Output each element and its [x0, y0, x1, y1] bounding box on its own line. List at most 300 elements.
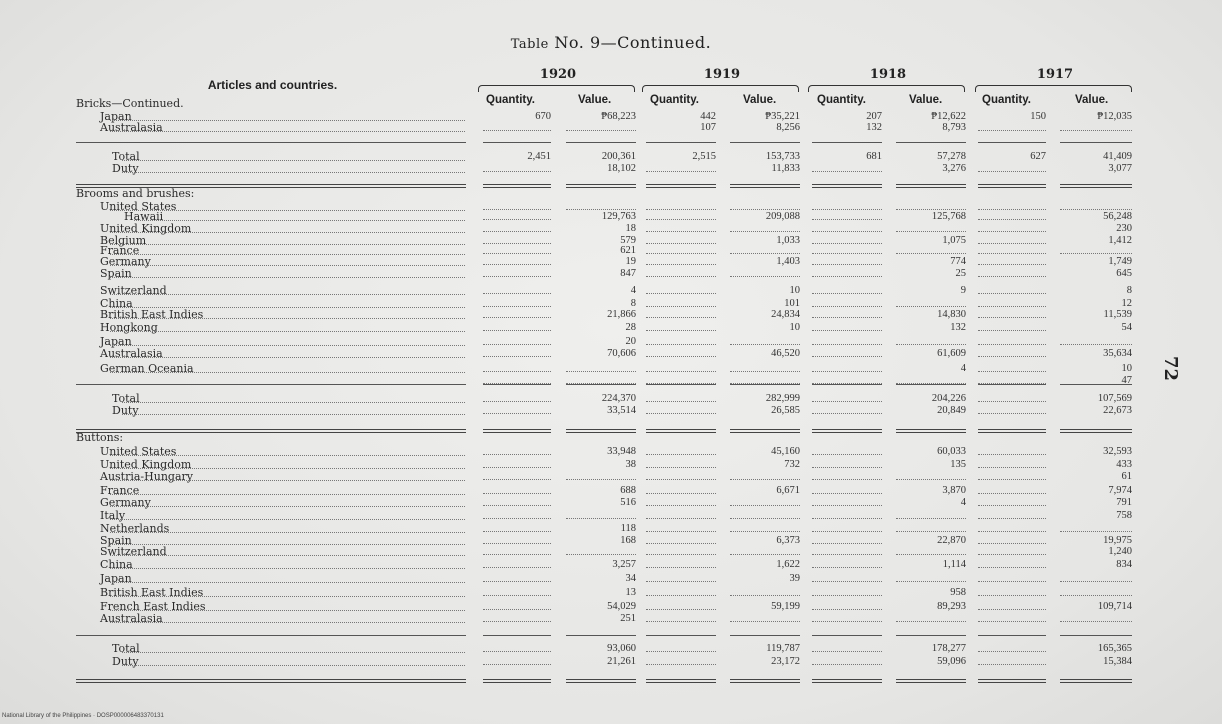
- blank-cell-rule: [646, 543, 716, 544]
- blank-cell-rule: [812, 621, 882, 622]
- section-heading-row: [0, 98, 1222, 110]
- value-cell: 28: [625, 322, 636, 333]
- blank-cell-rule: [483, 293, 551, 294]
- blank-cell-rule: [812, 518, 882, 519]
- leader-dots: [122, 172, 465, 173]
- value-cell: 1,075: [942, 235, 966, 246]
- blank-cell-rule: [812, 293, 882, 294]
- blank-cell-rule: [1060, 581, 1132, 582]
- title-rest: No. 9—Continued.: [548, 33, 712, 52]
- blank-cell-rule: [646, 219, 716, 220]
- leader-dots: [110, 555, 465, 556]
- table-row: [0, 546, 1222, 558]
- blank-cell-rule: [730, 554, 800, 555]
- blank-cell-rule: [646, 344, 716, 345]
- leader-dots: [110, 494, 465, 495]
- row-label: Duty: [112, 404, 139, 417]
- blank-cell-rule: [483, 401, 551, 402]
- double-rule: [896, 184, 966, 188]
- row-label: France: [100, 244, 140, 257]
- blank-cell-rule: [812, 505, 882, 506]
- total-rule: [978, 635, 1046, 636]
- total-rule: [978, 384, 1046, 385]
- row-label: Hongkong: [100, 321, 158, 334]
- value-cell: 61: [1121, 471, 1132, 482]
- blank-cell-rule: [646, 493, 716, 494]
- year-1918: 1918: [869, 67, 907, 82]
- table-row: [0, 122, 1222, 134]
- blank-cell-rule: [483, 171, 551, 172]
- double-rule: [730, 679, 800, 683]
- value-cell: 19,975: [1103, 535, 1132, 546]
- value-cell: 61,609: [937, 348, 966, 359]
- value-cell: 774: [950, 256, 966, 267]
- blank-cell-rule: [646, 317, 716, 318]
- value-cell: 13: [625, 587, 636, 598]
- value-cell: 34: [625, 573, 636, 584]
- blank-cell-rule: [646, 505, 716, 506]
- value-cell: 1,749: [1108, 256, 1132, 267]
- table-row: [0, 151, 1222, 163]
- blank-cell-rule: [566, 130, 636, 131]
- blank-cell-rule: [730, 344, 800, 345]
- leader-dots: [122, 414, 465, 415]
- blank-cell-rule: [483, 306, 551, 307]
- row-label: Belgium: [100, 234, 147, 247]
- blank-cell-rule: [896, 479, 966, 480]
- value-cell: 22,870: [937, 535, 966, 546]
- blank-cell-rule: [978, 276, 1046, 277]
- value-cell: 1,412: [1108, 235, 1132, 246]
- value-cell: 135: [950, 459, 966, 470]
- blank-cell-rule: [812, 231, 882, 232]
- blank-cell-rule: [483, 264, 551, 265]
- value-cell: 10: [789, 285, 800, 296]
- row-label: Austria-Hungary: [100, 470, 193, 483]
- double-rule: [812, 679, 882, 683]
- value-cell: 688: [620, 485, 636, 496]
- leader-dots: [110, 372, 465, 373]
- blank-cell-rule: [812, 454, 882, 455]
- row-label: United States: [100, 445, 177, 458]
- quantity-cell: 442: [700, 111, 716, 122]
- total-rule: [812, 384, 882, 385]
- double-rule: [978, 184, 1046, 188]
- table-row: [0, 405, 1222, 417]
- blank-cell-rule: [896, 581, 966, 582]
- table-row: [0, 393, 1222, 405]
- blank-cell-rule: [978, 356, 1046, 357]
- value-cell: 516: [620, 497, 636, 508]
- double-rule: [812, 429, 882, 433]
- blank-cell-rule: [1060, 595, 1132, 596]
- blank-cell-rule: [483, 543, 551, 544]
- value-cell: 101: [784, 298, 800, 309]
- quantity-cell: 150: [1030, 111, 1046, 122]
- blank-cell-rule: [812, 171, 882, 172]
- section-heading: Buttons:: [76, 431, 124, 444]
- value-cell: 32,593: [1103, 446, 1132, 457]
- row-label: British East Indies: [100, 586, 204, 599]
- blank-cell-rule: [978, 609, 1046, 610]
- blank-cell-rule: [812, 264, 882, 265]
- total-rule: [1060, 142, 1132, 143]
- quantity-header: Quantity.: [817, 94, 866, 106]
- total-rule: [978, 142, 1046, 143]
- blank-cell-rule: [483, 505, 551, 506]
- value-cell: 23,172: [771, 656, 800, 667]
- blank-cell-rule: [646, 371, 716, 372]
- table-title: [0, 33, 1222, 52]
- double-rule: [978, 429, 1046, 433]
- blank-cell-rule: [978, 595, 1046, 596]
- leader-dots: [110, 120, 465, 121]
- blank-cell-rule: [896, 231, 966, 232]
- value-cell: 3,257: [612, 559, 636, 570]
- total-rule: [730, 635, 800, 636]
- leader-dots: [110, 480, 465, 481]
- double-rule: [730, 429, 800, 433]
- label-rule: [76, 184, 466, 188]
- blank-cell-rule: [978, 264, 1046, 265]
- value-header: Value.: [743, 94, 777, 106]
- value-cell: 22,673: [1103, 405, 1132, 416]
- leader-dots: [110, 506, 465, 507]
- page-number: 72: [1160, 355, 1182, 382]
- value-cell: 7,974: [1108, 485, 1132, 496]
- total-rule: [896, 142, 966, 143]
- blank-cell-rule: [646, 356, 716, 357]
- blank-cell-rule: [978, 344, 1046, 345]
- value-cell: 958: [950, 587, 966, 598]
- blank-cell-rule: [978, 130, 1046, 131]
- label-rule: [76, 142, 466, 143]
- blank-cell-rule: [1060, 621, 1132, 622]
- table-row: [0, 309, 1222, 321]
- total-rule: [566, 635, 636, 636]
- blank-cell-rule: [483, 518, 551, 519]
- total-rule: [646, 142, 716, 143]
- value-cell: ₱12,622: [931, 111, 966, 122]
- leader-dots: [110, 596, 465, 597]
- value-cell: 129,763: [601, 211, 636, 222]
- value-cell: 20: [625, 336, 636, 347]
- leader-dots: [122, 652, 465, 653]
- double-rule: [812, 184, 882, 188]
- row-label: China: [100, 297, 133, 310]
- blank-cell-rule: [730, 276, 800, 277]
- blank-cell-rule: [896, 306, 966, 307]
- blank-cell-rule: [646, 664, 716, 665]
- double-rule: [646, 184, 716, 188]
- year-brace: [975, 85, 1132, 92]
- table-row: [0, 348, 1222, 360]
- row-label: Duty: [112, 655, 139, 668]
- value-cell: 6,671: [776, 485, 800, 496]
- value-cell: 8,256: [776, 122, 800, 133]
- value-cell: 54,029: [607, 601, 636, 612]
- value-cell: 758: [1116, 510, 1132, 521]
- table-row: [0, 336, 1222, 348]
- total-rule: [646, 635, 716, 636]
- title-prefix: Table: [510, 37, 549, 52]
- blank-cell-rule: [978, 493, 1046, 494]
- value-cell: 15,384: [1103, 656, 1132, 667]
- value-cell: ₱35,221: [765, 111, 800, 122]
- value-cell: 46,520: [771, 348, 800, 359]
- row-label: Germany: [100, 496, 151, 509]
- blank-cell-rule: [730, 371, 800, 372]
- blank-cell-rule: [483, 651, 551, 652]
- value-cell: 4: [960, 497, 966, 508]
- blank-cell-rule: [812, 356, 882, 357]
- blank-cell-rule: [978, 293, 1046, 294]
- blank-cell-rule: [646, 330, 716, 331]
- year-brace: [808, 85, 965, 92]
- blank-cell-rule: [978, 306, 1046, 307]
- blank-cell-rule: [812, 595, 882, 596]
- value-cell: 35,634: [1103, 348, 1132, 359]
- blank-cell-rule: [730, 479, 800, 480]
- leader-dots: [110, 265, 465, 266]
- blank-cell-rule: [730, 518, 800, 519]
- blank-cell-rule: [483, 344, 551, 345]
- value-cell: 12: [1121, 298, 1132, 309]
- blank-cell-rule: [646, 171, 716, 172]
- value-cell: 3,870: [942, 485, 966, 496]
- blank-cell-rule: [812, 330, 882, 331]
- blank-cell-rule: [812, 401, 882, 402]
- blank-cell-rule: [896, 253, 966, 254]
- leader-dots: [110, 582, 465, 583]
- quantity-cell: 670: [535, 111, 551, 122]
- value-cell: 282,999: [765, 393, 800, 404]
- double-rule: [566, 679, 636, 683]
- blank-cell-rule: [978, 171, 1046, 172]
- row-label: Switzerland: [100, 545, 167, 558]
- blank-cell-rule: [812, 554, 882, 555]
- value-cell: 118: [620, 523, 636, 534]
- double-rule: [1060, 679, 1132, 683]
- row-label: Total: [112, 392, 140, 405]
- blank-cell-rule: [646, 621, 716, 622]
- blank-cell-rule: [646, 243, 716, 244]
- double-rule: [1060, 429, 1132, 433]
- blank-cell-rule: [483, 356, 551, 357]
- blank-cell-rule: [978, 413, 1046, 414]
- leader-dots: [122, 665, 465, 666]
- value-cell: 9: [960, 285, 966, 296]
- leader-dots: [110, 345, 465, 346]
- blank-cell-rule: [483, 243, 551, 244]
- value-cell: ₱12,035: [1097, 111, 1132, 122]
- value-cell: 732: [784, 459, 800, 470]
- value-header: Value.: [909, 94, 943, 106]
- section-heading-row: [0, 432, 1222, 444]
- leader-dots: [110, 131, 465, 132]
- table-row: [0, 559, 1222, 571]
- blank-cell-rule: [978, 567, 1046, 568]
- blank-cell-rule: [483, 253, 551, 254]
- blank-cell-rule: [812, 344, 882, 345]
- double-rule: [896, 679, 966, 683]
- quantity-cell: 107: [700, 122, 716, 133]
- blank-cell-rule: [646, 253, 716, 254]
- table-row: [0, 510, 1222, 522]
- value-cell: 433: [1116, 459, 1132, 470]
- total-rule: [730, 142, 800, 143]
- value-cell: 1,403: [776, 256, 800, 267]
- row-label: Total: [112, 150, 140, 163]
- total-rule: [812, 635, 882, 636]
- value-cell: 56,248: [1103, 211, 1132, 222]
- value-cell: 579: [620, 235, 636, 246]
- leader-dots: [110, 519, 465, 520]
- value-cell: 4: [630, 285, 636, 296]
- leader-dots: [110, 532, 465, 533]
- value-cell: 834: [1116, 559, 1132, 570]
- blank-cell-rule: [812, 243, 882, 244]
- value-cell: 70,606: [607, 348, 636, 359]
- value-cell: 26,585: [771, 405, 800, 416]
- value-cell: 1,240: [1108, 546, 1132, 557]
- blank-cell-rule: [978, 518, 1046, 519]
- blank-cell-rule: [812, 543, 882, 544]
- blank-cell-rule: [1060, 531, 1132, 532]
- value-cell: 3,077: [1108, 163, 1132, 174]
- table-row: [0, 485, 1222, 497]
- table-row: [0, 656, 1222, 668]
- blank-cell-rule: [978, 479, 1046, 480]
- row-label: Duty: [112, 162, 139, 175]
- row-label: British East Indies: [100, 308, 204, 321]
- table-row: [0, 322, 1222, 334]
- blank-cell-rule: [896, 554, 966, 555]
- blank-cell-rule: [646, 479, 716, 480]
- blank-cell-rule: [483, 493, 551, 494]
- value-cell: 107,569: [1097, 393, 1132, 404]
- double-rule: [730, 184, 800, 188]
- table-row: [0, 223, 1222, 235]
- value-cell: 1,033: [776, 235, 800, 246]
- blank-cell-rule: [896, 344, 966, 345]
- blank-cell-rule: [978, 253, 1046, 254]
- value-cell: 47: [1121, 375, 1132, 386]
- blank-cell-rule: [812, 371, 882, 372]
- value-cell: 230: [1116, 223, 1132, 234]
- total-rule: [1060, 635, 1132, 636]
- blank-cell-rule: [646, 518, 716, 519]
- row-label: Germany: [100, 255, 151, 268]
- double-rule: [483, 429, 551, 433]
- leader-dots: [110, 610, 465, 611]
- value-cell: 45,160: [771, 446, 800, 457]
- blank-cell-rule: [812, 531, 882, 532]
- double-rule: [566, 184, 636, 188]
- blank-cell-rule: [978, 581, 1046, 582]
- quantity-cell: 207: [866, 111, 882, 122]
- year-1920: 1920: [539, 67, 577, 82]
- blank-cell-rule: [566, 209, 636, 210]
- blank-cell-rule: [978, 371, 1046, 372]
- leader-dots: [110, 318, 465, 319]
- value-cell: 89,293: [937, 601, 966, 612]
- total-rule: [812, 142, 882, 143]
- blank-cell-rule: [483, 554, 551, 555]
- blank-cell-rule: [483, 454, 551, 455]
- value-cell: 18: [625, 223, 636, 234]
- double-rule: [646, 679, 716, 683]
- value-cell: 8: [630, 298, 636, 309]
- leader-dots: [110, 277, 465, 278]
- blank-cell-rule: [978, 543, 1046, 544]
- blank-cell-rule: [978, 243, 1046, 244]
- value-header: Value.: [1075, 94, 1109, 106]
- total-rule: [566, 384, 636, 385]
- blank-cell-rule: [978, 554, 1046, 555]
- value-cell: 178,277: [931, 643, 966, 654]
- blank-cell-rule: [730, 531, 800, 532]
- blank-cell-rule: [730, 231, 800, 232]
- value-cell: 8: [1126, 285, 1132, 296]
- value-cell: 39: [789, 573, 800, 584]
- year-1917: 1917: [1036, 67, 1074, 82]
- blank-cell-rule: [483, 467, 551, 468]
- value-cell: 1,622: [776, 559, 800, 570]
- blank-cell-rule: [978, 401, 1046, 402]
- blank-cell-rule: [483, 130, 551, 131]
- blank-cell-rule: [483, 317, 551, 318]
- leader-dots: [110, 568, 465, 569]
- blank-cell-rule: [483, 219, 551, 220]
- blank-cell-rule: [483, 479, 551, 480]
- table-row: [0, 285, 1222, 297]
- quantity-cell: 2,515: [692, 151, 716, 162]
- blank-cell-rule: [896, 518, 966, 519]
- value-cell: 168: [620, 535, 636, 546]
- table-row: [0, 363, 1222, 375]
- row-label: Hawaii: [124, 210, 164, 223]
- row-label: Spain: [100, 267, 132, 280]
- section-heading-row: [0, 188, 1222, 200]
- row-label: Japan: [100, 110, 132, 123]
- blank-cell-rule: [812, 651, 882, 652]
- blank-cell-rule: [978, 505, 1046, 506]
- value-cell: 19: [625, 256, 636, 267]
- value-cell: 25: [955, 268, 966, 279]
- leader-dots: [110, 232, 465, 233]
- value-cell: 4: [960, 363, 966, 374]
- value-cell: 11,539: [1103, 309, 1132, 320]
- blank-cell-rule: [978, 467, 1046, 468]
- blank-cell-rule: [1060, 209, 1132, 210]
- blank-cell-rule: [896, 621, 966, 622]
- total-rule: [896, 384, 966, 385]
- value-cell: 8,793: [942, 122, 966, 133]
- blank-cell-rule: [646, 231, 716, 232]
- leader-dots: [134, 220, 465, 221]
- blank-cell-rule: [646, 264, 716, 265]
- leader-dots: [110, 622, 465, 623]
- blank-cell-rule: [978, 209, 1046, 210]
- value-cell: 21,261: [607, 656, 636, 667]
- blank-cell-rule: [566, 554, 636, 555]
- total-rule: [1060, 384, 1132, 385]
- value-cell: 224,370: [601, 393, 636, 404]
- total-rule: [483, 635, 551, 636]
- value-cell: 621: [620, 245, 636, 256]
- quantity-cell: 627: [1030, 151, 1046, 162]
